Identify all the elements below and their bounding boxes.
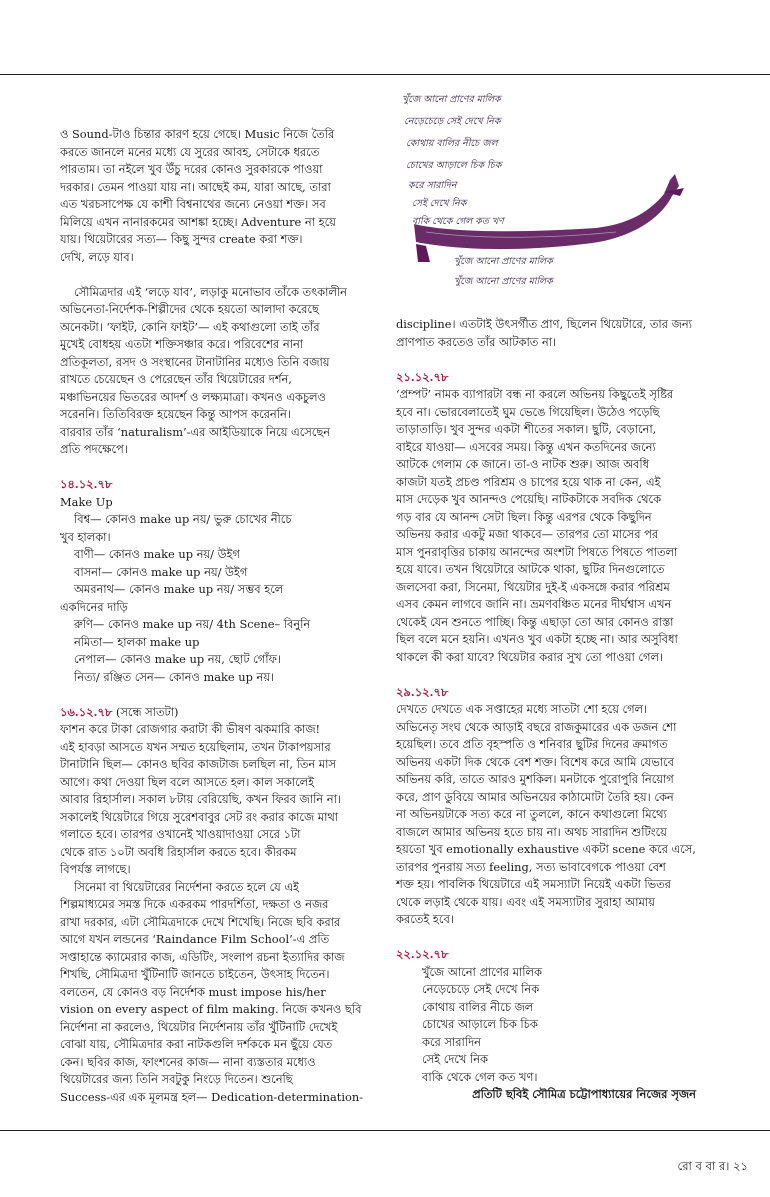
text-line: হয়তো খুব emotionally exhaustive একটা scene করে এসে, bbox=[396, 842, 696, 856]
handwritten-line: সেই দেখে নিক bbox=[412, 198, 467, 209]
text-line: মাস পুনরাবৃত্তির চাকায় আনন্দের অংশটা পিষতে পিষতে পাতলা bbox=[396, 544, 678, 559]
text-line: মিলিয়ে এখন নানারকমের আশঙ্কা হচ্ছে। Adventure না হয়ে bbox=[60, 214, 336, 229]
text-line: থেকে লড়াই থেকে যায়। এবং এই সমস্যাটার সুরাহা আমায় bbox=[396, 894, 655, 909]
makeup-line: নমিতা— হালকা make up bbox=[74, 634, 200, 649]
text-line: অভিনেতা-নির্দেশক-শিল্পীদের থেকে হয়তো আলাদা করেছে bbox=[60, 302, 319, 316]
poem-line: চোখের আড়ালে চিক চিক bbox=[422, 1017, 538, 1031]
text-line: বলতেন, যে কোনও বড় নির্দেশক must impose his/her bbox=[60, 984, 326, 999]
text-line: আগে। কথা দেওয়া ছিল বলে আসতে হল। কাল সকালেই bbox=[60, 774, 315, 789]
diary-date: ২৯.১২.৭৮ bbox=[396, 684, 449, 699]
poem-line: নেড়েচেড়ে সেই দেখে নিক bbox=[422, 982, 540, 996]
text-line: এই হাবড়া আসতে যখন সম্মত হয়েছিলাম, তখন টাকাপয়সার bbox=[60, 739, 331, 754]
text-line: থেকে রাত ১০টা অবধি রিহার্সাল করতে হবে। কীরকম bbox=[60, 844, 297, 859]
handwritten-line: করে সারাদিন bbox=[408, 180, 457, 191]
makeup-line: নেপাল— কোনও make up নয়, ছোট গোঁফ। bbox=[74, 652, 281, 666]
text-line: হয়েছিল। তবে প্রতি বৃহস্পতি ও শনিবার ছুটির দিনের ক্রমাগত bbox=[396, 737, 668, 751]
text-line: আগে যখন লন্ডনের ‘Raindance Film School’-এ প্রতি bbox=[60, 932, 330, 946]
text-line: সপ্তাহান্তে ক্যামেরার কাজ, এডিটিং, সংলাপ রচনা ইত্যাদির কাজ bbox=[60, 949, 345, 964]
makeup-line: অমরনাথ— কোনও make up নয়/ সম্ভব হলে bbox=[74, 582, 284, 596]
right-entry-2 bbox=[396, 684, 696, 929]
handwritten-line: খুঁজে আনো প্রাণের মালিক bbox=[454, 256, 553, 267]
text-line: গড় বার যে আনন্দ সেটা ছিল। কিন্তু এরপর থেকে কিছুদিন bbox=[396, 509, 652, 524]
text-line: এত খরচসাপেক্ষ যে কাশী বিশ্বনাথের জন্যে নেওয়া শক্ত। সব bbox=[60, 197, 326, 211]
page-folio: রো ব বা র। ২১ bbox=[677, 1159, 748, 1173]
date-note: (সন্ধে সাতটা) bbox=[112, 704, 179, 719]
boat-sketch bbox=[396, 82, 696, 304]
text-line: টানাটানি ছিল— কোনও ছবির কাজটাজ চলছিল না, তিন মাস bbox=[60, 757, 336, 771]
text-line: করে, প্রাণ ডুবিয়ে আমার অভিনয়ের কাঠামোটা তৈরি হয়। কেন bbox=[396, 789, 674, 804]
makeup-line: বাসনা— কোনও make up নয়/ উইগ bbox=[74, 564, 248, 579]
text-line: গলাতে হবে। তারপর ওখানেই খাওয়াদাওয়া সেরে ১টা bbox=[60, 827, 301, 841]
text-line: বাজলে আমার অভিনয় হতে চায় না। অথচ সারাদিন শুটিংয়ে bbox=[396, 824, 667, 839]
text-line: সকালেই থিয়েটারে গিয়ে সুরেশবাবুর সেট রং করার কাজে মাথা bbox=[60, 809, 339, 824]
text-line: জলসেবা করা, সিনেমা, থিয়েটার দুই-ই একসঙ্গে করার পরিশ্রম bbox=[396, 579, 670, 594]
makeup-title: Make Up bbox=[60, 494, 113, 509]
image-credit: প্রতিটি ছবিই সৌমিত্র চট্টোপাধ্যায়ের নিজের সৃজন bbox=[472, 1087, 696, 1101]
text-line: রাখা দরকার, এটা সৌমিত্রদাকে দেখে শিখেছি। নিজে ছবি করার bbox=[60, 914, 341, 929]
makeup-line: রুণি— কোনও make up নয়/ 4th Scene– বিনুনি bbox=[74, 617, 311, 631]
text-line: সরেননি। তিতিবিরক্ত হয়েছেন কিন্তু আপস করেননি। bbox=[60, 407, 291, 421]
text-line: এসব কেমন লাগবে জানি না। ভ্রমণবঞ্চিত মনের দীর্ঘশ্বাস এখন bbox=[396, 597, 672, 611]
text-line: থেকেই যেন শুনতে পাচ্ছি। কিন্তু এছাড়া তো আর কোনও রাস্তা bbox=[396, 614, 674, 629]
poem-line: সেই দেখে নিক bbox=[422, 1052, 489, 1066]
makeup-line: বিশ্ব— কোনও make up নয়/ ভুরু চোখের নীচে bbox=[74, 512, 292, 526]
right-para-1 bbox=[396, 316, 696, 351]
text-line: দেখি, লড়ে যাব। bbox=[60, 249, 134, 264]
text-line: যায়। থিয়েটারের সত্য— কিছু সুন্দর create করা শক্ত। bbox=[60, 232, 303, 246]
handwritten-line: খুঁজে আনো প্রাণের মালিক bbox=[454, 276, 553, 287]
makeup-line: একদিনের দাড়ি bbox=[60, 599, 128, 614]
makeup-line: খুব হালকা। bbox=[60, 529, 111, 544]
text-line: discipline। এতটাই উৎসর্গীত প্রাণ, ছিলেন থিয়েটারে, তার জন্য bbox=[396, 317, 692, 331]
text-line: বাইরে যাওয়া— এসবের সময়। কিন্তু এখন কতদিনের জন্যে bbox=[396, 439, 656, 454]
text-line: মঞ্চাভিনয়ের ভিতরের আদর্শ ও লক্ষ্যমাত্রা। কখনও একচুলও bbox=[60, 389, 326, 404]
handwritten-poem-drawing bbox=[396, 82, 696, 304]
text-line: অনেকটা। ‘ফাইট, কোনি ফাইট’— এই কথাগুলো তাই তাঁর bbox=[60, 319, 320, 334]
makeup-section bbox=[60, 476, 363, 686]
text-line: দরকার। তেমন পাওয়া যায় না। আছেই কম, যারা আছে, তারা bbox=[60, 179, 331, 194]
makeup-line: নিত্য/ রঞ্জিত সেন— কোনও make up নয়। bbox=[74, 669, 275, 684]
handwritten-line: নেড়েচেড়ে সেই দেখে নিক bbox=[404, 116, 501, 127]
text-line: আবার রিহার্সাল। সকাল ৮টায় বেরিয়েছি, কখন ফিরব জানি না। bbox=[60, 792, 341, 806]
text-line: ছিল বলে মনে হয়নি। এখনও খুব একটা হচ্ছে না। আর অসুবিধা bbox=[396, 632, 678, 646]
handwritten-line: চোখের আড়ালে চিক চিক bbox=[406, 160, 502, 171]
text-line: অভিনয় করি, তাতে আরও মুশকিল। মনটাকে পুরোপুরি নিয়োগ bbox=[396, 772, 674, 786]
handwritten-line: কোথায় বালির নীচে জল bbox=[406, 138, 498, 149]
left-para-2 bbox=[60, 284, 363, 459]
text-line: পারতাম। তা নইলে খুব উঁচু দরের কোনও সুরকারকে পাওয়া bbox=[60, 162, 323, 176]
diary-date: ১৬.১২.৭৮ bbox=[60, 704, 113, 719]
text-line: মুখেই বোধহয় এতটা শক্তিসঞ্চার করে। পরিবেশের নানা bbox=[60, 337, 304, 351]
text-line: প্রতি পদক্ষেপে। bbox=[60, 442, 128, 456]
text-line: তারপর পুনরায় সত্য feeling, সত্য ভাবাবেগকে পাওয়া বেশ bbox=[396, 859, 666, 874]
diary-date: ২১.১২.৭৮ bbox=[396, 369, 449, 384]
left-column bbox=[60, 126, 363, 1106]
text-line: মাস দেড়েক খুব আনন্দও পেয়েছি। নাটকটাকে সবদিক থেকে bbox=[396, 492, 662, 506]
diary-date-line bbox=[60, 704, 363, 722]
text-line: দেখতে দেখতে এক সপ্তাহের মধ্যে সাতটা শো হয়ে গেল। bbox=[396, 702, 648, 716]
text-line: থিয়েটারের জন্য তিনি সবটুকু নিংড়ে দিতেন। শুনেছি bbox=[60, 1072, 293, 1086]
text-line: বারবার তাঁর ‘naturalism’-এর আইডিয়াকে নিয়ে এসেছেন bbox=[60, 424, 331, 439]
text-line: করতে জানলে মনের মধ্যে যে সুরের আবহ, সেটাকে ধরতে bbox=[60, 144, 320, 159]
text-line: বোঝা যায়, সৌমিত্রদার করা নাটকগুলি দর্শককে মন ছুঁয়ে যেত bbox=[60, 1037, 333, 1051]
text-line: ‘প্রম্পট’ নামক ব্যাপারটা বন্ধ না করলে অভিনয় কিছুতেই সৃষ্টির bbox=[396, 387, 674, 401]
diary-date: ১৪.১২.৭৮ bbox=[60, 477, 113, 491]
text-line: vision on every aspect of film making. নিজে কখনও ছবি bbox=[60, 1002, 362, 1016]
poem-line: কোথায় বালির নীচে জল bbox=[422, 999, 534, 1014]
text-line: আটকে গেলাম কে জানে। তা-ও নাটক শুরু। আজ অবধি bbox=[396, 457, 650, 471]
diary-date: ২২.১২.৭৮ bbox=[396, 947, 449, 961]
header-rule bbox=[0, 74, 770, 75]
left-entry-2 bbox=[60, 704, 363, 1107]
text-line: হয়ে যাবে। তখন থিয়েটারে আটকে থাকা, ছুটির দিনগুলোতে bbox=[396, 562, 665, 576]
text-line: শিখছি, সৌমিত্রদা খুঁটিনাটি জানতে চাইতেন, উৎসাহ দিতেন। bbox=[60, 967, 330, 981]
text-line: হবে না। ভোরবেলাতেই ঘুম ভেঙে গিয়েছিল। উঠেও পড়েছি bbox=[396, 404, 660, 419]
text-line: কাজটা যতই প্রচণ্ড পরিশ্রম ও চাপের হয়ে থাক না কেন, এই bbox=[396, 474, 661, 489]
right-entry-3 bbox=[396, 946, 696, 1104]
poem-line: বাকি থেকে গেল কত খণ। bbox=[422, 1069, 538, 1084]
text-line: প্রাণপাত করতেও তাঁর আটকাত না। bbox=[396, 334, 557, 349]
text-line: সৌমিত্রদার এই ‘লড়ে যাব’, লড়াকু মনোভাব তাঁকে তৎকালীন bbox=[74, 284, 347, 299]
poem-line: খুঁজে আনো প্রাণের মালিক bbox=[422, 964, 542, 979]
right-column bbox=[396, 316, 696, 1104]
text-line: শিল্পমাধ্যমের সমস্ত দিকে একরকম পারদর্শিতা, দক্ষতা ও নজর bbox=[60, 897, 329, 911]
text-line: রাখতে চেয়েছেন ও পেরেছেন তাঁর থিয়েটারের দর্শন, bbox=[60, 372, 292, 386]
text-line: অভিনেতৃ সংঘ থেকে আড়াই বছরে রাজকুমারের এক ডজন শো bbox=[396, 719, 677, 734]
text-line: অভিনয় একটা দিক থেকে বেশ শক্ত। বিশেষ করে আমি যেভাবে bbox=[396, 754, 674, 769]
text-line: অভিনয় করার একটু মজা থাকবে— তারপর তো মাসের পর bbox=[396, 527, 659, 541]
text-line: না অভিনয়টাকে সত্য করে না তুললে, কানে কথাগুলো মিথ্যে bbox=[396, 807, 667, 821]
text-line: ও Sound-টাও চিন্তার কারণ হয়ে গেছে। Music নিজে তৈরি bbox=[60, 127, 335, 141]
handwritten-line: খুঁজে আনো প্রাণের মালিক bbox=[402, 94, 501, 105]
makeup-line: বাণী— কোনও make up নয়/ উইগ bbox=[74, 547, 240, 561]
text-line: কেন। ছবির কাজ, ফাংশনের কাজ— নানা ব্যস্ততার মধ্যেও bbox=[60, 1054, 316, 1069]
text-line: করতেই হবে। bbox=[396, 912, 454, 926]
text-line: নির্দেশনা না করলেও, থিয়েটার নির্দেশনায় তাঁর খুঁটিনাটি দেখেই bbox=[60, 1019, 338, 1034]
text-line: বিপর্যস্ত লাগছে। bbox=[60, 862, 131, 876]
text-line: প্রতিকূলতা, রসদ ও সংস্থানের টানাটানির মধ্যেও তিনি বজায় bbox=[60, 354, 330, 369]
footer-rule bbox=[0, 1130, 770, 1131]
poem-line: করে সারাদিন bbox=[422, 1034, 481, 1049]
text-line: থাকলে কী করা যাবে? থিয়েটার করার সুখ তো পাওয়া গেল। bbox=[396, 649, 664, 664]
text-line: তাড়াতাড়ি। খুব সুন্দর একটা শীতের সকাল। ছুটি, বেড়ানো, bbox=[396, 422, 657, 436]
handwritten-line: বাকি থেকে গেল কত খণ bbox=[412, 216, 504, 227]
text-line: সিনেমা বা থিয়েটারের নির্দেশনা করতে হলে যে এই bbox=[74, 879, 299, 894]
right-entry-1 bbox=[396, 369, 696, 667]
text-line: ফাশন করে টাকা রোজগার করাটা কী ভীষণ ঝকমারি কাজ! bbox=[60, 722, 321, 736]
text-line: Success-এর এক মূলমন্ত্র হল— Dedication-determination- bbox=[60, 1089, 364, 1104]
left-para-1 bbox=[60, 126, 363, 266]
text-line: শক্ত হয়। পাবলিক থিয়েটারে এই সমস্যাটা নিয়েই একটা ভিতর bbox=[396, 877, 671, 891]
